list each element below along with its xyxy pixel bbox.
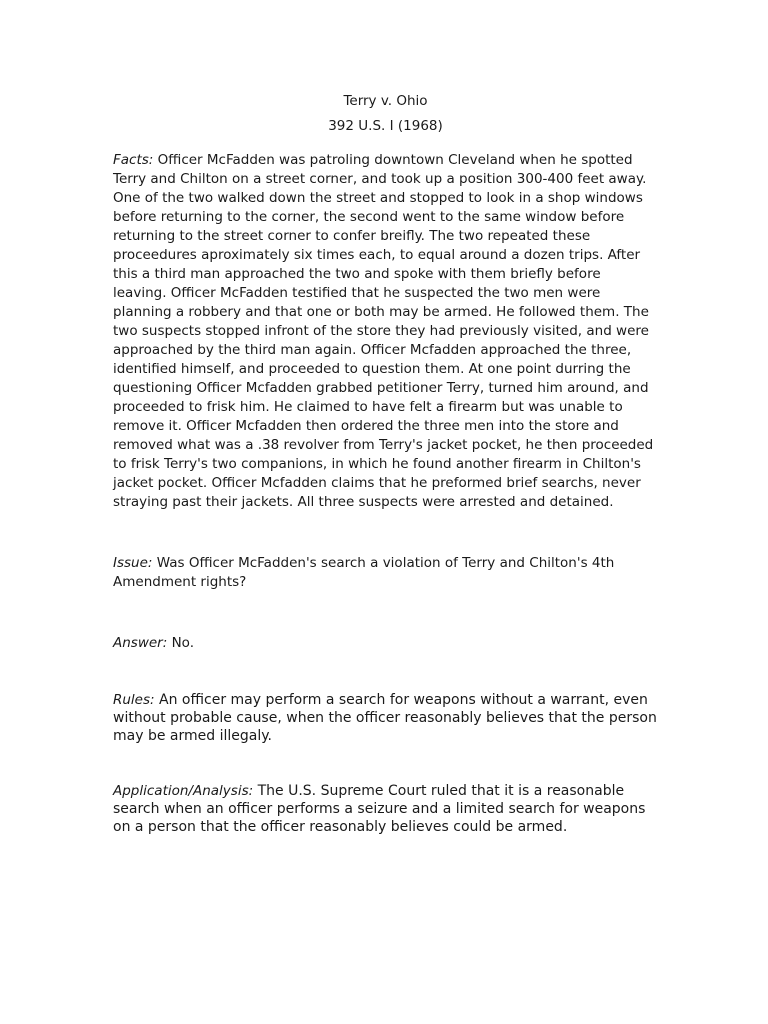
rules-text: An officer may perform a search for weapons without a warrant, even without probable cause, when the officer reasonably believes that the person may be armed illegaly. (113, 692, 657, 744)
rules-paragraph (113, 691, 658, 745)
issue-paragraph (113, 554, 658, 592)
facts-text: Officer McFadden was patroling downtown Cleveland when he spotted Terry and Chilton on a street corner, and took up a position 300-400 feet away. One of the two walked down the street and stopped to look in a shop windows before returning to the corner, the second went to the same window before returning to the street corner to confer breifly. The two repeated these proceedures aproximately six times each, to equal around a dozen trips. After this a third man approached the two and spoke with them briefly before leaving. Officer McFadden testified that he suspected the two men were planning a robbery and that one or both may be armed. He followed them. The two suspects stopped infront of the store they had previously visited, and were approached by the third man again. Officer Mcfadden approached the three, identified himself, and proceeded to question them. At one point durring the questioning Officer Mcfadden grabbed petitioner Terry, turned him around, and proceeded to frisk him. He claimed to have felt a firearm but was unable to remove it. Officer Mcfadden then ordered the three men into the store and removed what was a .38 revolver from Terry's jacket pocket, he then proceeded to frisk Terry's two companions, in which he found another firearm in Chilton's jacket pocket. Officer Mcfadden claims that he preformed brief searchs, never straying past their jackets. All three suspects were arrested and detained. (113, 152, 654, 510)
facts-paragraph (113, 151, 658, 512)
facts-label: Facts: (113, 152, 154, 168)
answer-text: No. (167, 635, 194, 651)
document-page (113, 92, 658, 836)
analysis-paragraph (113, 782, 658, 836)
analysis-text: The U.S. Supreme Court ruled that it is a reasonable search when an officer performs a seizure and a limited search for weapons on a person that the officer reasonably believes could be armed. (113, 783, 646, 835)
answer-paragraph (113, 634, 658, 653)
issue-label: Issue: (113, 555, 153, 571)
case-citation: 392 U.S. I (1968) (328, 118, 443, 134)
rules-label: Rules: (113, 692, 155, 708)
document-title: Terry v. Ohio (343, 93, 428, 109)
answer-label: Answer: (113, 635, 168, 651)
issue-text: Was Officer McFadden's search a violation of Terry and Chilton's 4th Amendment rights? (113, 555, 615, 590)
analysis-label: Application/Analysis: (113, 783, 254, 799)
